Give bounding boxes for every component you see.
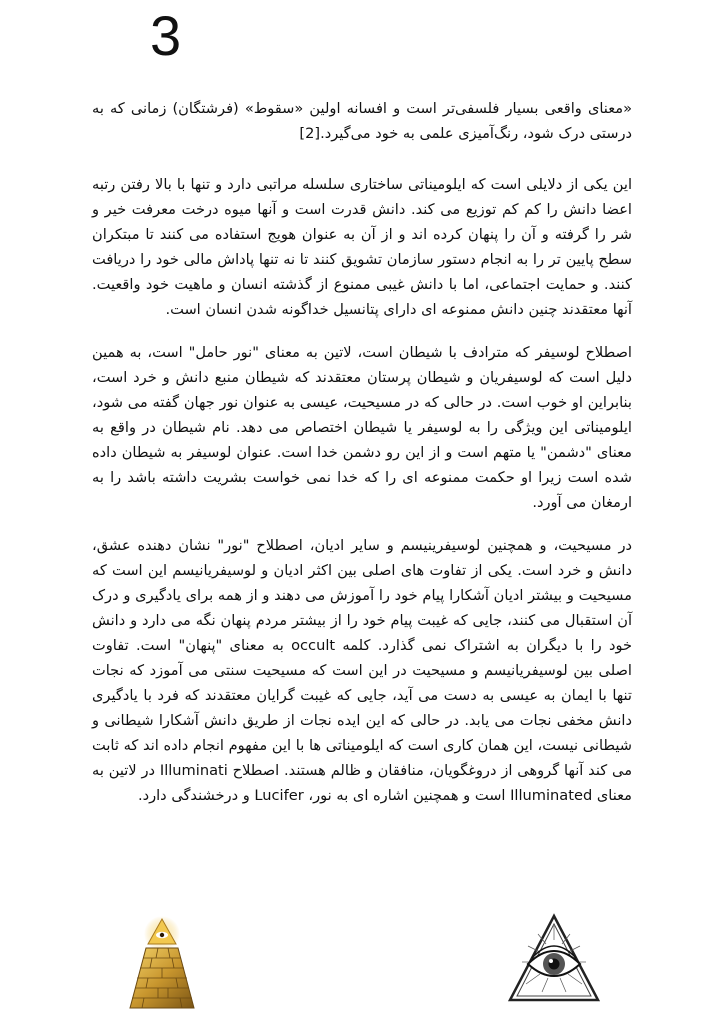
article-body	[92, 96, 632, 826]
paragraph-hierarchy: این یکی از دلایلی است که ایلومیناتی ساختاری سلسله مراتبی دارد و تنها با بالا رفتن رتبه اعضا دانش را کم کم توزیع می کند. دانش قدرت است و آنها میوه درخت معرفت خیر و شر را گرفته و آن را پنهان کرده اند و از آن به عنوان هویج استفاده می کنند تا مبتکران سطح پایین تر را به انجام دستور سازمان تشویق کنند تا نه تنها پاداش مالی خود را دریافت کنند. و حمایت اجتماعی، اما با دانش غیبی ممنوع از گذشته انسان و ماهیت خود واقعیت. آنها معتقدند چنین دانش ممنوعه ای دارای پتانسیل خداگونه شدن انسان است.	[92, 176, 632, 318]
paragraph-quote: «معنای واقعی بسیار فلسفی‌تر است و افسانه اولین «سقوط» (فرشتگان) زمانی که به درستی درک شود، رنگ‌آمیزی علمی به خود می‌گیرد.[2]	[92, 100, 632, 142]
paragraph-lucifer: اصطلاح لوسیفر که مترادف با شیطان است، لاتین به معنای "نور حامل" است، به همین دلیل است که لوسیفریان و شیطان پرستان معتقدند که شیطان منبع دانش و خرد است، بنابراین او خوب است. در حالی که در مسیحیت، عیسی به عنوان نور جهان گفته می شود، ایلومیناتی این ویژگی را به لوسیفر یا شیطان اختصاص می دهد. نام شیطان در واقع به معنای "دشمن" یا متهم است و از این رو دشمن خدا است. عنوان لوسیفر به شیطان داده شده است زیرا او حکمت ممنوعه ای را که خدا نمی خواست بشریت داشته باشد را به ارمغان می آورد.	[92, 344, 632, 511]
page-number: 3	[150, 4, 182, 67]
paragraph-light: در مسیحیت، و همچنین لوسیفرینیسم و سایر ادیان، اصطلاح "نور" نشان دهنده عشق، دانش و خرد است. یکی از تفاوت های اصلی بین اکثر ادیان و لوسیفریانیسم این است که مسیحیت و بیشتر ادیان آشکارا پیام خود را آموزش می دهند و از همه برای یادگیری و درک آن استقبال می کنند، جایی که غیبت پیام خود را از بیشتر مردم پنهان نگه می دارد و دانش خود را با دیگران به اشتراک نمی گذارد. کلمه occult به معنای "پنهان" است. تفاوت اصلی بین لوسیفریانیسم و مسیحیت در این است که مسیحیت سنتی می آموزد که نجات تنها با ایمان به عیسی به دست می آید، جایی که غیبت گرایان معتقدند که فرد با یادگیری دانش مخفی نجات می یابد. در حالی که این ایده نجات از طریق دانش آشکارا شیطانی و شیطانی نیست، این همان کاری است که ایلومیناتی ها با این مفهوم انجام داده اند که ثابت می کند آنها گروهی از دروغگویان، منافقان و ظالم هستند. اصطلاح Illuminati در لاتین به معنای Illuminated است و همچنین اشاره ای به نور، Lucifer و درخشندگی دارد.	[92, 537, 633, 804]
pyramid-eye-icon	[128, 916, 196, 1010]
triangle-eye-icon	[506, 912, 602, 1004]
